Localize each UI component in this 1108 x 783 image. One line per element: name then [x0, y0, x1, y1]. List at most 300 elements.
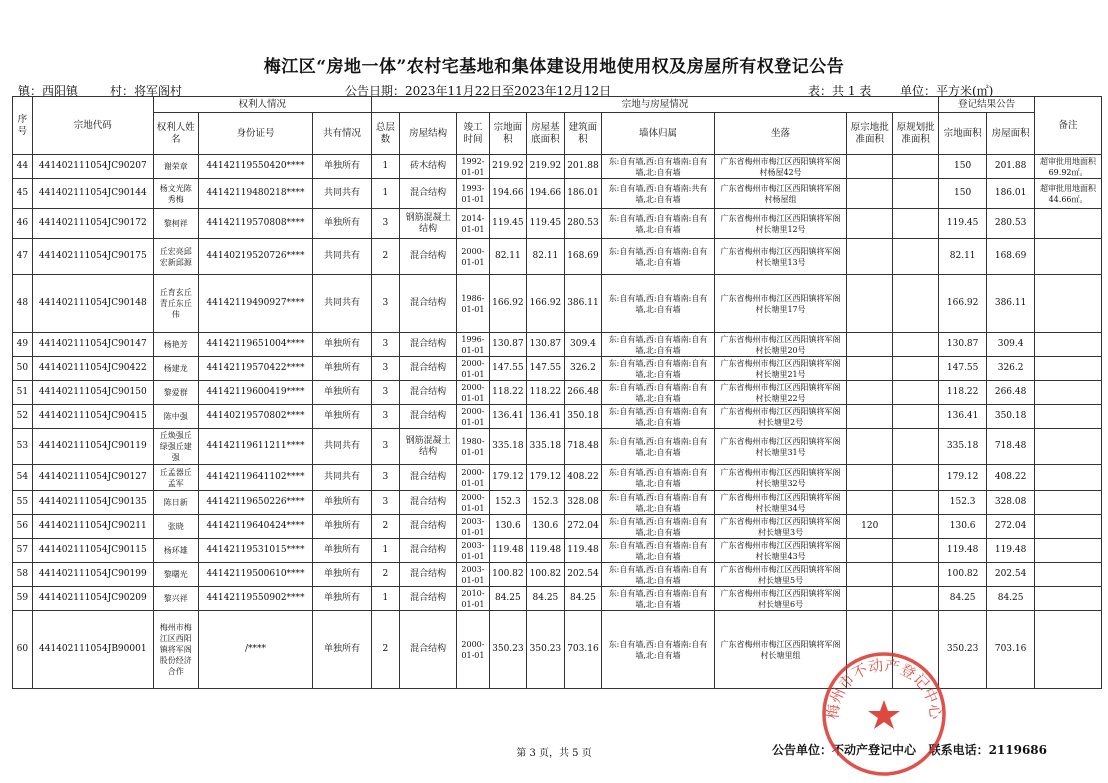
cell-build-area: 280.53 — [564, 209, 602, 239]
cell-completed: 1992-01-01 — [457, 155, 489, 179]
cell-id-number: 44142119490927**** — [198, 275, 313, 333]
issuing-unit: 公告单位：不动产登记中心 — [772, 743, 917, 757]
cell-location: 广东省梅州市梅江区西阳镇将军阁村长塘里22号 — [714, 381, 846, 405]
cell-floors: 3 — [371, 381, 399, 405]
cell-completed: 2000-01-01 — [457, 611, 489, 689]
cell-walls: 东:自有墙,西:自有墙南:自有墙,北:自有墙 — [602, 209, 715, 239]
cell-orig-planned — [893, 275, 939, 333]
cell-structure: 砖木结构 — [399, 155, 456, 179]
cell-walls: 东:自有墙,西:自有墙南:共有墙,北:自有墙 — [602, 179, 715, 209]
col-build-area: 建筑面积 — [564, 113, 602, 155]
cell-seq: 48 — [13, 275, 33, 333]
table-row — [13, 381, 1102, 405]
cell-holder-name: 杨建龙 — [153, 357, 198, 381]
cell-floors: 3 — [371, 405, 399, 429]
cell-result-house: 186.01 — [987, 179, 1035, 209]
registration-table — [12, 96, 1102, 689]
cell-orig-approved — [847, 405, 893, 429]
table-row — [13, 239, 1102, 275]
cell-id-number: 44142119550420**** — [198, 155, 313, 179]
cell-share: 单独所有 — [313, 539, 371, 563]
cell-completed: 2014-01-01 — [457, 209, 489, 239]
cell-structure: 混合结构 — [399, 563, 456, 587]
cell-structure: 混合结构 — [399, 405, 456, 429]
page-title: 梅江区“房地一体”农村宅基地和集体建设用地使用权及房屋所有权登记公告 — [263, 57, 845, 77]
cell-structure: 混合结构 — [399, 357, 456, 381]
cell-location: 广东省梅州市梅江区西阳镇将军阁村长塘里17号 — [714, 275, 846, 333]
cell-build-area: 326.2 — [564, 357, 602, 381]
table-row — [13, 155, 1102, 179]
table-row — [13, 515, 1102, 539]
cell-holder-name: 丘焕强丘绿强丘建强 — [153, 429, 198, 465]
cell-land-area: 335.18 — [489, 429, 527, 465]
cell-completed: 2003-01-01 — [457, 563, 489, 587]
cell-walls: 东:自有墙,西:自有墙南:自有墙,北:自有墙 — [602, 405, 715, 429]
col-share: 共有情况 — [313, 113, 371, 155]
cell-result-house: 326.2 — [987, 357, 1035, 381]
cell-base-area: 194.66 — [527, 179, 565, 209]
cell-result-house: 386.11 — [987, 275, 1035, 333]
cell-remark: 超审批用地面积44.66㎡。 — [1035, 179, 1102, 209]
cell-structure: 混合结构 — [399, 611, 456, 689]
cell-build-area: 703.16 — [564, 611, 602, 689]
cell-walls: 东:自有墙,西:自有墙南:自有墙,北:自有墙 — [602, 611, 715, 689]
cell-share: 单独所有 — [313, 515, 371, 539]
cell-floors: 2 — [371, 563, 399, 587]
cell-structure: 钢筋混凝土结构 — [399, 209, 456, 239]
cell-base-area: 82.11 — [527, 239, 565, 275]
cell-build-area: 718.48 — [564, 429, 602, 465]
cell-orig-approved — [847, 539, 893, 563]
cell-id-number: 44142119640424**** — [198, 515, 313, 539]
group-land-house: 宗地与房屋情况 — [371, 97, 938, 113]
cell-location: 广东省梅州市梅江区西阳镇将军阁村长塘里组 — [714, 611, 846, 689]
cell-orig-approved — [847, 333, 893, 357]
unit-label: 单位：平方米(㎡) — [900, 84, 994, 98]
table-row — [13, 465, 1102, 491]
cell-parcel-code: 441402111054JC90175 — [32, 239, 153, 275]
table-row — [13, 357, 1102, 381]
svg-text:梅州市不动产登记中心: 梅州市不动产登记中心 — [823, 656, 945, 720]
cell-orig-approved — [847, 179, 893, 209]
cell-result-land: 147.55 — [939, 357, 987, 381]
village-label: 村：将军阁村 — [110, 84, 183, 98]
cell-remark — [1035, 539, 1102, 563]
col-base-area: 房屋基底面积 — [527, 113, 565, 155]
cell-completed: 1996-01-01 — [457, 333, 489, 357]
cell-id-number: 44142119480218**** — [198, 179, 313, 209]
cell-remark — [1035, 209, 1102, 239]
cell-base-area: 350.23 — [527, 611, 565, 689]
cell-seq: 59 — [13, 587, 33, 611]
cell-result-land: 119.45 — [939, 209, 987, 239]
cell-completed: 2003-01-01 — [457, 539, 489, 563]
cell-location: 广东省梅州市梅江区西阳镇将军阁村长塘里12号 — [714, 209, 846, 239]
cell-parcel-code: 441402111054JC90148 — [32, 275, 153, 333]
cell-land-area: 119.48 — [489, 539, 527, 563]
cell-floors: 2 — [371, 515, 399, 539]
cell-base-area: 179.12 — [527, 465, 565, 491]
cell-land-area: 130.6 — [489, 515, 527, 539]
cell-remark — [1035, 381, 1102, 405]
col-remark: 备注 — [1035, 97, 1102, 155]
cell-structure: 混合结构 — [399, 275, 456, 333]
cell-share: 共同共有 — [313, 275, 371, 333]
cell-parcel-code: 441402111054JC90211 — [32, 515, 153, 539]
cell-orig-approved — [847, 209, 893, 239]
cell-share: 单独所有 — [313, 381, 371, 405]
cell-share: 单独所有 — [313, 587, 371, 611]
cell-remark — [1035, 587, 1102, 611]
cell-id-number: /**** — [198, 611, 313, 689]
cell-remark — [1035, 515, 1102, 539]
cell-share: 共同共有 — [313, 465, 371, 491]
cell-build-area: 201.88 — [564, 155, 602, 179]
cell-base-area: 84.25 — [527, 587, 565, 611]
cell-floors: 1 — [371, 587, 399, 611]
contact-phone: 联系电话：2119686 — [928, 743, 1048, 757]
table-row — [13, 587, 1102, 611]
cell-result-house: 84.25 — [987, 587, 1035, 611]
cell-structure: 混合结构 — [399, 491, 456, 515]
cell-land-area: 130.87 — [489, 333, 527, 357]
cell-seq: 60 — [13, 611, 33, 689]
cell-orig-approved — [847, 155, 893, 179]
page-number: 第 3 页，共 5 页 — [516, 748, 592, 759]
cell-parcel-code: 441402111054JC90415 — [32, 405, 153, 429]
cell-result-house: 119.48 — [987, 539, 1035, 563]
cell-parcel-code: 441402111054JC90135 — [32, 491, 153, 515]
cell-structure: 混合结构 — [399, 587, 456, 611]
cell-result-land: 166.92 — [939, 275, 987, 333]
cell-id-number: 44142119570808**** — [198, 209, 313, 239]
cell-seq: 44 — [13, 155, 33, 179]
cell-orig-planned — [893, 357, 939, 381]
cell-build-area: 408.22 — [564, 465, 602, 491]
cell-orig-planned — [893, 333, 939, 357]
cell-orig-planned — [893, 429, 939, 465]
cell-build-area: 168.69 — [564, 239, 602, 275]
cell-base-area: 152.3 — [527, 491, 565, 515]
cell-remark — [1035, 405, 1102, 429]
cell-holder-name: 丘育玄丘青丘东丘伟 — [153, 275, 198, 333]
cell-remark — [1035, 491, 1102, 515]
cell-land-area: 147.55 — [489, 357, 527, 381]
cell-orig-planned — [893, 405, 939, 429]
cell-orig-planned — [893, 155, 939, 179]
cell-seq: 55 — [13, 491, 33, 515]
col-structure: 房屋结构 — [399, 113, 456, 155]
cell-parcel-code: 441402111054JC90172 — [32, 209, 153, 239]
cell-holder-name: 张晓 — [153, 515, 198, 539]
cell-share: 单独所有 — [313, 491, 371, 515]
cell-id-number: 44142119611211**** — [198, 429, 313, 465]
cell-walls: 东:自有墙,西:自有墙南:自有墙,北:自有墙 — [602, 275, 715, 333]
cell-orig-planned — [893, 491, 939, 515]
cell-location: 广东省梅州市梅江区西阳镇将军阁村长塘里31号 — [714, 429, 846, 465]
cell-holder-name: 杨文光陈秀梅 — [153, 179, 198, 209]
cell-parcel-code: 441402111054JC90119 — [32, 429, 153, 465]
table-row — [13, 563, 1102, 587]
cell-land-area: 219.92 — [489, 155, 527, 179]
cell-result-house: 309.4 — [987, 333, 1035, 357]
cell-share: 共同共有 — [313, 429, 371, 465]
cell-walls: 东:自有墙,西:自有墙南:自有墙,北:自有墙 — [602, 563, 715, 587]
cell-completed: 2000-01-01 — [457, 357, 489, 381]
cell-id-number: 44142119650226**** — [198, 491, 313, 515]
cell-floors: 3 — [371, 429, 399, 465]
group-result: 登记结果公告 — [939, 97, 1035, 113]
cell-orig-approved — [847, 465, 893, 491]
table-row — [13, 429, 1102, 465]
cell-seq: 49 — [13, 333, 33, 357]
cell-base-area: 147.55 — [527, 357, 565, 381]
cell-location: 广东省梅州市梅江区西阳镇将军阁村长塘里2号 — [714, 405, 846, 429]
cell-id-number: 44140219570802**** — [198, 405, 313, 429]
cell-result-house: 168.69 — [987, 239, 1035, 275]
cell-completed: 1986-01-01 — [457, 275, 489, 333]
cell-result-house: 272.04 — [987, 515, 1035, 539]
col-walls: 墙体归属 — [602, 113, 715, 155]
official-seal-stamp — [818, 648, 950, 780]
cell-share: 单独所有 — [313, 611, 371, 689]
cell-floors: 1 — [371, 155, 399, 179]
cell-land-area: 100.82 — [489, 563, 527, 587]
cell-holder-name: 梅州市梅江区西阳镇将军阁股份经济合作 — [153, 611, 198, 689]
cell-floors: 2 — [371, 239, 399, 275]
cell-result-land: 100.82 — [939, 563, 987, 587]
cell-structure: 混合结构 — [399, 239, 456, 275]
cell-parcel-code: 441402111054JC90209 — [32, 587, 153, 611]
cell-completed: 2000-01-01 — [457, 491, 489, 515]
cell-build-area: 309.4 — [564, 333, 602, 357]
cell-remark — [1035, 275, 1102, 333]
cell-seq: 51 — [13, 381, 33, 405]
cell-floors: 3 — [371, 465, 399, 491]
cell-floors: 1 — [371, 179, 399, 209]
town-label: 镇：西阳镇 — [18, 84, 79, 98]
cell-share: 单独所有 — [313, 155, 371, 179]
cell-location: 广东省梅州市梅江区西阳镇将军阁村长塘里13号 — [714, 239, 846, 275]
cell-orig-approved — [847, 275, 893, 333]
cell-land-area: 82.11 — [489, 239, 527, 275]
cell-parcel-code: 441402111054JC90207 — [32, 155, 153, 179]
cell-parcel-code: 441402111054JC90422 — [32, 357, 153, 381]
col-floors: 总层数 — [371, 113, 399, 155]
cell-holder-name: 杨环雄 — [153, 539, 198, 563]
cell-result-house: 201.88 — [987, 155, 1035, 179]
col-completed: 竣工时间 — [457, 113, 489, 155]
cell-floors: 3 — [371, 357, 399, 381]
cell-walls: 东:自有墙,西:自有墙南:自有墙,北:自有墙 — [602, 381, 715, 405]
cell-result-land: 179.12 — [939, 465, 987, 491]
cell-structure: 混合结构 — [399, 333, 456, 357]
table-row — [13, 275, 1102, 333]
cell-floors: 3 — [371, 209, 399, 239]
cell-walls: 东:自有墙,西:自有墙南:自有墙,北:自有墙 — [602, 465, 715, 491]
cell-completed: 1980-01-01 — [457, 429, 489, 465]
cell-walls: 东:自有墙,西:自有墙南:自有墙,北:自有墙 — [602, 539, 715, 563]
cell-remark — [1035, 333, 1102, 357]
cell-build-area: 350.18 — [564, 405, 602, 429]
cell-build-area: 272.04 — [564, 515, 602, 539]
col-orig-approved: 原宗地批准面积 — [847, 113, 893, 155]
cell-result-land: 150 — [939, 179, 987, 209]
cell-location: 广东省梅州市梅江区西阳镇将军阁村长塘里21号 — [714, 357, 846, 381]
cell-seq: 56 — [13, 515, 33, 539]
cell-base-area: 130.6 — [527, 515, 565, 539]
cell-completed: 2000-01-01 — [457, 405, 489, 429]
cell-orig-approved — [847, 381, 893, 405]
cell-land-area: 152.3 — [489, 491, 527, 515]
cell-holder-name: 陈日新 — [153, 491, 198, 515]
cell-holder-name: 谢荣章 — [153, 155, 198, 179]
cell-location: 广东省梅州市梅江区西阳镇将军阁村长塘里5号 — [714, 563, 846, 587]
cell-orig-planned — [893, 465, 939, 491]
cell-land-area: 118.22 — [489, 381, 527, 405]
cell-holder-name: 丘孟器丘孟军 — [153, 465, 198, 491]
table-count: 表：共 1 表 — [808, 84, 872, 98]
cell-remark — [1035, 563, 1102, 587]
cell-parcel-code: 441402111054JB90001 — [32, 611, 153, 689]
cell-build-area: 186.01 — [564, 179, 602, 209]
cell-completed: 1993-01-01 — [457, 179, 489, 209]
announcement-date: 公告日期：2023年11月22日至2023年12月12日 — [345, 84, 612, 98]
cell-orig-approved — [847, 491, 893, 515]
cell-share: 单独所有 — [313, 405, 371, 429]
cell-share: 单独所有 — [313, 357, 371, 381]
cell-seq: 45 — [13, 179, 33, 209]
table-row — [13, 405, 1102, 429]
cell-result-house: 202.54 — [987, 563, 1035, 587]
cell-holder-name: 丘宏亮邱宏新邱源 — [153, 239, 198, 275]
cell-seq: 46 — [13, 209, 33, 239]
col-parcel-code: 宗地代码 — [32, 97, 153, 155]
cell-parcel-code: 441402111054JC90144 — [32, 179, 153, 209]
cell-walls: 东:自有墙,西:自有墙南:自有墙,北:自有墙 — [602, 239, 715, 275]
cell-id-number: 44142119641102**** — [198, 465, 313, 491]
cell-structure: 混合结构 — [399, 539, 456, 563]
cell-result-house: 350.18 — [987, 405, 1035, 429]
col-land-area: 宗地面积 — [489, 113, 527, 155]
cell-base-area: 100.82 — [527, 563, 565, 587]
cell-orig-planned — [893, 209, 939, 239]
cell-location: 广东省梅州市梅江区西阳镇将军阁村杨屋组 — [714, 179, 846, 209]
cell-build-area: 386.11 — [564, 275, 602, 333]
cell-share: 共同共有 — [313, 179, 371, 209]
cell-holder-name: 黎曙光 — [153, 563, 198, 587]
cell-location: 广东省梅州市梅江区西阳镇将军阁村长塘里20号 — [714, 333, 846, 357]
cell-remark — [1035, 429, 1102, 465]
cell-result-house: 718.48 — [987, 429, 1035, 465]
cell-land-area: 84.25 — [489, 587, 527, 611]
cell-base-area: 130.87 — [527, 333, 565, 357]
cell-orig-approved: 120 — [847, 515, 893, 539]
cell-build-area: 266.48 — [564, 381, 602, 405]
cell-result-land: 130.6 — [939, 515, 987, 539]
col-result-land: 宗地面积 — [939, 113, 987, 155]
cell-result-house: 280.53 — [987, 209, 1035, 239]
col-result-house: 房屋面积 — [987, 113, 1035, 155]
cell-orig-planned — [893, 179, 939, 209]
cell-base-area: 335.18 — [527, 429, 565, 465]
cell-remark — [1035, 239, 1102, 275]
cell-parcel-code: 441402111054JC90199 — [32, 563, 153, 587]
cell-base-area: 119.45 — [527, 209, 565, 239]
cell-base-area: 136.41 — [527, 405, 565, 429]
cell-result-land: 350.23 — [939, 611, 987, 689]
cell-land-area: 350.23 — [489, 611, 527, 689]
cell-walls: 东:自有墙,西:自有墙南:自有墙,北:自有墙 — [602, 333, 715, 357]
cell-orig-planned — [893, 587, 939, 611]
cell-seq: 52 — [13, 405, 33, 429]
cell-result-land: 335.18 — [939, 429, 987, 465]
cell-id-number: 44142119531015**** — [198, 539, 313, 563]
cell-seq: 57 — [13, 539, 33, 563]
cell-land-area: 166.92 — [489, 275, 527, 333]
cell-base-area: 118.22 — [527, 381, 565, 405]
cell-id-number: 44142119600419**** — [198, 381, 313, 405]
cell-seq: 53 — [13, 429, 33, 465]
cell-orig-approved — [847, 429, 893, 465]
cell-parcel-code: 441402111054JC90127 — [32, 465, 153, 491]
cell-orig-planned — [893, 239, 939, 275]
cell-completed: 2000-01-01 — [457, 381, 489, 405]
cell-build-area: 328.08 — [564, 491, 602, 515]
cell-result-house: 703.16 — [987, 611, 1035, 689]
col-seq: 序号 — [13, 97, 33, 155]
cell-floors: 3 — [371, 275, 399, 333]
cell-result-land: 82.11 — [939, 239, 987, 275]
cell-id-number: 44142119570422**** — [198, 357, 313, 381]
cell-result-land: 150 — [939, 155, 987, 179]
cell-completed: 2000-01-01 — [457, 465, 489, 491]
col-orig-planned: 原规划批准面积 — [893, 113, 939, 155]
cell-location: 广东省梅州市梅江区西阳镇将军阁村长塘里43号 — [714, 539, 846, 563]
cell-build-area: 84.25 — [564, 587, 602, 611]
cell-orig-approved — [847, 239, 893, 275]
cell-parcel-code: 441402111054JC90147 — [32, 333, 153, 357]
cell-structure: 混合结构 — [399, 381, 456, 405]
cell-result-house: 408.22 — [987, 465, 1035, 491]
cell-remark — [1035, 611, 1102, 689]
cell-orig-planned — [893, 563, 939, 587]
table-row — [13, 333, 1102, 357]
cell-floors: 3 — [371, 333, 399, 357]
cell-holder-name: 黎兴祥 — [153, 587, 198, 611]
cell-orig-approved — [847, 587, 893, 611]
cell-build-area: 119.48 — [564, 539, 602, 563]
cell-walls: 东:自有墙,西:自有墙南:自有墙,北:自有墙 — [602, 587, 715, 611]
cell-parcel-code: 441402111054JC90115 — [32, 539, 153, 563]
col-location: 坐落 — [714, 113, 846, 155]
cell-base-area: 166.92 — [527, 275, 565, 333]
cell-id-number: 44142119500610**** — [198, 563, 313, 587]
cell-floors: 1 — [371, 539, 399, 563]
cell-result-house: 328.08 — [987, 491, 1035, 515]
cell-holder-name: 陈中强 — [153, 405, 198, 429]
cell-id-number: 44142119550902**** — [198, 587, 313, 611]
cell-seq: 54 — [13, 465, 33, 491]
cell-base-area: 119.48 — [527, 539, 565, 563]
cell-completed: 2010-01-01 — [457, 587, 489, 611]
cell-walls: 东:自有墙,西:自有墙南:自有墙,北:自有墙 — [602, 515, 715, 539]
cell-walls: 东:自有墙,西:自有墙南:自有墙,北:自有墙 — [602, 155, 715, 179]
cell-holder-name: 杨艳芳 — [153, 333, 198, 357]
cell-holder-name: 黎柯祥 — [153, 209, 198, 239]
cell-completed: 2000-01-01 — [457, 239, 489, 275]
cell-result-house: 266.48 — [987, 381, 1035, 405]
